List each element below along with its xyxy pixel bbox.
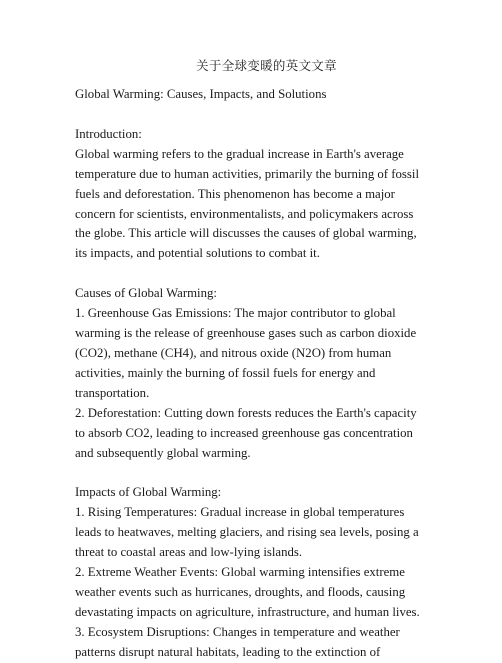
causes-section (75, 284, 452, 463)
impacts-line: devastating impacts on agriculture, infrastructure, and human lives. (75, 604, 420, 619)
intro-line: concern for scientists, environmentalists, and policymakers across (75, 206, 414, 221)
causes-line: activities, mainly the burning of fossil fuels for energy and (75, 365, 376, 380)
intro-line: temperature due to human activities, primarily the burning of fossil (75, 166, 420, 181)
document-title: 关于全球变暖的英文文章 (196, 58, 337, 73)
section-heading-causes: Causes of Global Warming: (75, 286, 217, 301)
intro-line: fuels and deforestation. This phenomenon has become a major (75, 186, 395, 201)
paragraph-gap (75, 264, 452, 284)
causes-line: 2. Deforestation: Cutting down forests reduces the Earth's capacity (75, 405, 417, 420)
causes-line: 1. Greenhouse Gas Emissions: The major contributor to global (75, 306, 396, 321)
impacts-section (75, 483, 452, 662)
causes-line: warming is the release of greenhouse gases such as carbon dioxide (75, 326, 417, 341)
impacts-line: threat to coastal areas and low-lying islands. (75, 545, 303, 560)
intro-line: Global warming refers to the gradual increase in Earth's average (75, 146, 404, 161)
paragraph-gap (75, 105, 452, 125)
section-heading-introduction: Introduction: (75, 126, 142, 141)
intro-line: its impacts, and potential solutions to combat it. (75, 246, 320, 261)
impacts-line: 2. Extreme Weather Events: Global warming intensifies extreme (75, 565, 405, 580)
impacts-line: patterns disrupt natural habitats, leading to the extinction of (75, 644, 381, 659)
section-heading-impacts: Impacts of Global Warming: (75, 485, 222, 500)
impacts-line: leads to heatwaves, melting glaciers, and rising sea levels, posing a (75, 525, 419, 540)
causes-line: (CO2), methane (CH4), and nitrous oxide (N2O) from human (75, 345, 392, 360)
paragraph-gap (75, 463, 452, 483)
article-subtitle: Global Warming: Causes, Impacts, and Solutions (75, 87, 327, 101)
impacts-line: weather events such as hurricanes, droughts, and floods, causing (75, 584, 406, 599)
intro-line: the globe. This article will discusses the causes of global warming, (75, 226, 417, 241)
introduction-section (75, 125, 452, 264)
impacts-line: 1. Rising Temperatures: Gradual increase in global temperatures (75, 505, 405, 520)
impacts-line: 3. Ecosystem Disruptions: Changes in temperature and weather (75, 624, 400, 639)
causes-line: and subsequently global warming. (75, 445, 251, 460)
causes-line: to absorb CO2, leading to increased greenhouse gas concentration (75, 425, 413, 440)
causes-line: transportation. (75, 385, 150, 400)
